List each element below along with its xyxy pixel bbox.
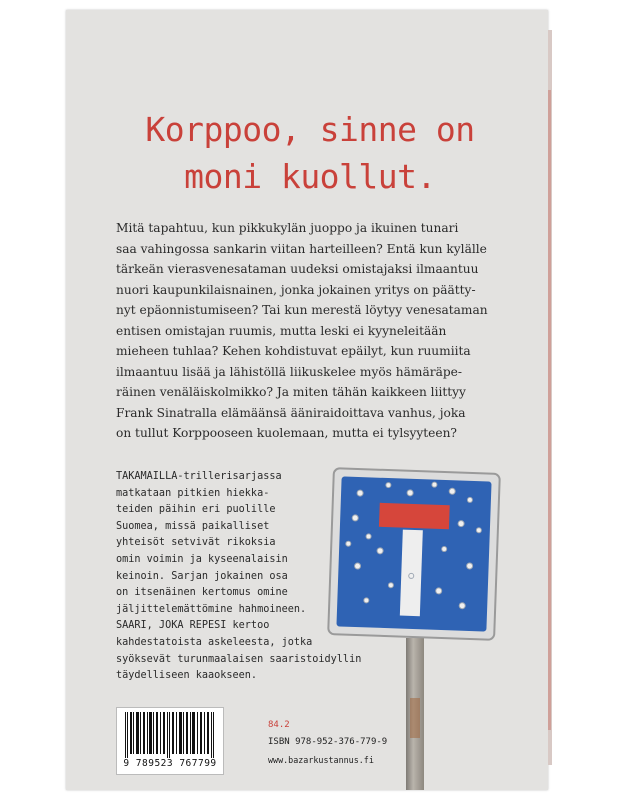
blurb-text [116,218,516,444]
barcode-number: 9 789523 767799 [123,758,217,769]
barcode [116,707,224,775]
series-line: syöksevät turunmaalaisen saaristoidyllin [116,653,362,665]
blurb-line: Mitä tapahtuu, kun pikkukylän juoppo ja ikuinen tunari [116,221,459,235]
series-line: Suomea, missä paikalliset [116,520,270,532]
series-line: TAKAMAILLA-trillerisarjassa [116,471,282,482]
publisher-website: www.bazarkustannus.fi [268,755,374,765]
headline-line-2: moni kuollut. [184,157,436,196]
series-line: SAARI, JOKA REPESI kertoo [116,620,270,632]
blurb-line: mieheen tuhlaa? Kehen kohdistuvat epäilyt, kun ruumiita [116,344,471,358]
ean-barcode-icon [123,712,217,758]
series-line: kahdestatoista askeleesta, jotka [116,636,313,648]
series-line: on itsenäinen kertomus omine [116,587,288,599]
sign-pole-rust [410,698,420,738]
blurb-line: ilmaantuu lisää ja lähistöllä liikuskelee myös hämäräpe- [116,364,462,379]
series-line: keinoin. Sarjan jokainen osa [116,570,288,582]
series-line: matkataan pitkien hiekka- [116,487,270,499]
series-line: täydelliseen kaaokseen. [116,670,258,682]
blurb-line: tärkeän vierasvenesataman uudeksi omistajaksi ilmaantuu [116,262,479,276]
series-line: teiden päihin eri puolille [116,504,276,516]
blurb-line: entisen omistajan ruumis, mutta leski ei kyyneleitään [116,323,447,338]
isbn: ISBN 978-952-376-779-9 [268,737,388,747]
blurb-line: nuori kaupunkilaisnainen, jonka jokainen yritys on päätty- [116,282,476,297]
series-line: jäljittelemättömine hahmoineen. [116,603,307,615]
blurb-line: saa vahingossa sankarin viitan harteilleen? Entä kun kylälle [116,241,487,256]
blurb-line: Frank Sinatralla elämäänsä ääniraidoittava vanhus, joka [116,405,466,420]
blurb-line: räinen venäläiskolmikko? Ja miten tähän kaikkeen liittyy [116,385,466,399]
headline-line-1: Korppoo, sinne on [145,110,475,149]
blurb-line: nyt epäonnistumiseen? Tai kun merestä löytyy venesataman [116,303,488,317]
cover-edge-spine [548,90,551,730]
blurb-line: on tullut Korppooseen kuolemaan, mutta ei tylsyyteen? [116,426,457,440]
series-line: yhteisöt setvivät rikoksia [116,537,276,549]
price-code: 84.2 [268,720,290,730]
series-line: omin voimin ja kyseenalaisin [116,553,288,565]
road-sign-icon [325,465,503,643]
headline [100,106,520,200]
